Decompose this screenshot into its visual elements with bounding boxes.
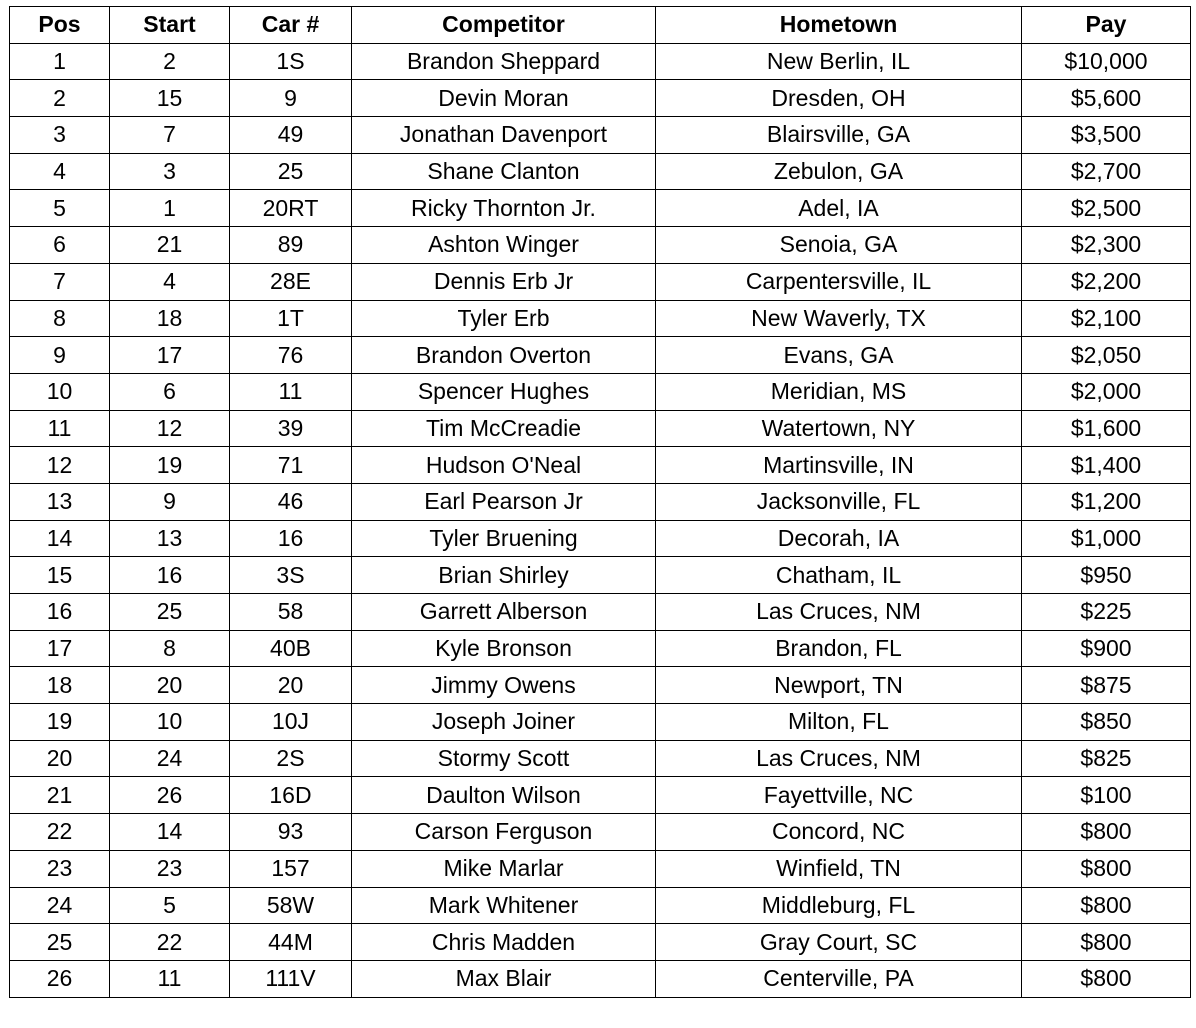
pay-cell: $2,300 [1022, 227, 1191, 264]
hometown-cell: Jacksonville, FL [656, 483, 1022, 520]
competitor-cell: Jonathan Davenport [352, 117, 656, 154]
car-number-cell: 89 [230, 227, 352, 264]
start-cell: 18 [110, 300, 230, 337]
table-body [10, 43, 1191, 997]
table-row [10, 153, 1191, 190]
car-number-cell: 58W [230, 887, 352, 924]
table-row [10, 850, 1191, 887]
column-header-car-number: Car # [230, 7, 352, 44]
hometown-cell: Chatham, IL [656, 557, 1022, 594]
car-number-cell: 44M [230, 924, 352, 961]
competitor-cell: Brandon Sheppard [352, 43, 656, 80]
pos-cell: 3 [10, 117, 110, 154]
pos-cell: 16 [10, 594, 110, 631]
car-number-cell: 1T [230, 300, 352, 337]
pay-cell: $900 [1022, 630, 1191, 667]
start-cell: 6 [110, 373, 230, 410]
car-number-cell: 28E [230, 263, 352, 300]
competitor-cell: Carson Ferguson [352, 814, 656, 851]
start-cell: 17 [110, 337, 230, 374]
competitor-cell: Daulton Wilson [352, 777, 656, 814]
start-cell: 26 [110, 777, 230, 814]
pos-cell: 4 [10, 153, 110, 190]
hometown-cell: Gray Court, SC [656, 924, 1022, 961]
table-row [10, 594, 1191, 631]
car-number-cell: 3S [230, 557, 352, 594]
competitor-cell: Ashton Winger [352, 227, 656, 264]
pay-cell: $1,600 [1022, 410, 1191, 447]
hometown-cell: Zebulon, GA [656, 153, 1022, 190]
start-cell: 4 [110, 263, 230, 300]
column-header-competitor: Competitor [352, 7, 656, 44]
pos-cell: 19 [10, 704, 110, 741]
start-cell: 16 [110, 557, 230, 594]
pay-cell: $3,500 [1022, 117, 1191, 154]
competitor-cell: Brian Shirley [352, 557, 656, 594]
start-cell: 12 [110, 410, 230, 447]
competitor-cell: Max Blair [352, 960, 656, 997]
pay-cell: $825 [1022, 740, 1191, 777]
competitor-cell: Tyler Erb [352, 300, 656, 337]
hometown-cell: Winfield, TN [656, 850, 1022, 887]
table-row [10, 630, 1191, 667]
competitor-cell: Kyle Bronson [352, 630, 656, 667]
hometown-cell: Martinsville, IN [656, 447, 1022, 484]
table-row [10, 740, 1191, 777]
pos-cell: 14 [10, 520, 110, 557]
hometown-cell: Dresden, OH [656, 80, 1022, 117]
competitor-cell: Joseph Joiner [352, 704, 656, 741]
hometown-cell: Adel, IA [656, 190, 1022, 227]
pos-cell: 1 [10, 43, 110, 80]
table-row [10, 777, 1191, 814]
car-number-cell: 93 [230, 814, 352, 851]
pay-cell: $2,700 [1022, 153, 1191, 190]
start-cell: 9 [110, 483, 230, 520]
competitor-cell: Garrett Alberson [352, 594, 656, 631]
table-row [10, 337, 1191, 374]
table-row [10, 373, 1191, 410]
table-row [10, 190, 1191, 227]
table-row [10, 300, 1191, 337]
table-row [10, 557, 1191, 594]
pay-cell: $2,500 [1022, 190, 1191, 227]
hometown-cell: Middleburg, FL [656, 887, 1022, 924]
hometown-cell: Las Cruces, NM [656, 594, 1022, 631]
pos-cell: 2 [10, 80, 110, 117]
hometown-cell: Concord, NC [656, 814, 1022, 851]
car-number-cell: 1S [230, 43, 352, 80]
hometown-cell: Las Cruces, NM [656, 740, 1022, 777]
table-row [10, 80, 1191, 117]
pos-cell: 13 [10, 483, 110, 520]
competitor-cell: Shane Clanton [352, 153, 656, 190]
pos-cell: 24 [10, 887, 110, 924]
pay-cell: $800 [1022, 924, 1191, 961]
pos-cell: 23 [10, 850, 110, 887]
header-row [10, 7, 1191, 44]
start-cell: 3 [110, 153, 230, 190]
pay-cell: $225 [1022, 594, 1191, 631]
competitor-cell: Hudson O'Neal [352, 447, 656, 484]
car-number-cell: 40B [230, 630, 352, 667]
pos-cell: 12 [10, 447, 110, 484]
start-cell: 13 [110, 520, 230, 557]
table-header [10, 7, 1191, 44]
pay-cell: $10,000 [1022, 43, 1191, 80]
start-cell: 19 [110, 447, 230, 484]
pos-cell: 22 [10, 814, 110, 851]
hometown-cell: Centerville, PA [656, 960, 1022, 997]
hometown-cell: Meridian, MS [656, 373, 1022, 410]
hometown-cell: New Waverly, TX [656, 300, 1022, 337]
pos-cell: 17 [10, 630, 110, 667]
competitor-cell: Dennis Erb Jr [352, 263, 656, 300]
start-cell: 14 [110, 814, 230, 851]
start-cell: 11 [110, 960, 230, 997]
table-row [10, 814, 1191, 851]
start-cell: 25 [110, 594, 230, 631]
pay-cell: $2,050 [1022, 337, 1191, 374]
column-header-hometown: Hometown [656, 7, 1022, 44]
hometown-cell: Evans, GA [656, 337, 1022, 374]
results-table [9, 6, 1191, 998]
column-header-start: Start [110, 7, 230, 44]
competitor-cell: Ricky Thornton Jr. [352, 190, 656, 227]
car-number-cell: 20RT [230, 190, 352, 227]
column-header-pos: Pos [10, 7, 110, 44]
pay-cell: $800 [1022, 887, 1191, 924]
start-cell: 10 [110, 704, 230, 741]
start-cell: 8 [110, 630, 230, 667]
car-number-cell: 11 [230, 373, 352, 410]
competitor-cell: Mike Marlar [352, 850, 656, 887]
car-number-cell: 76 [230, 337, 352, 374]
car-number-cell: 9 [230, 80, 352, 117]
car-number-cell: 20 [230, 667, 352, 704]
start-cell: 23 [110, 850, 230, 887]
car-number-cell: 58 [230, 594, 352, 631]
pos-cell: 5 [10, 190, 110, 227]
pay-cell: $1,200 [1022, 483, 1191, 520]
pos-cell: 7 [10, 263, 110, 300]
pos-cell: 18 [10, 667, 110, 704]
hometown-cell: Carpentersville, IL [656, 263, 1022, 300]
table-row [10, 43, 1191, 80]
pos-cell: 26 [10, 960, 110, 997]
start-cell: 22 [110, 924, 230, 961]
table-row [10, 263, 1191, 300]
start-cell: 7 [110, 117, 230, 154]
competitor-cell: Jimmy Owens [352, 667, 656, 704]
table-row [10, 704, 1191, 741]
car-number-cell: 16 [230, 520, 352, 557]
pay-cell: $875 [1022, 667, 1191, 704]
pos-cell: 20 [10, 740, 110, 777]
competitor-cell: Chris Madden [352, 924, 656, 961]
table-row [10, 960, 1191, 997]
pay-cell: $800 [1022, 960, 1191, 997]
pos-cell: 25 [10, 924, 110, 961]
car-number-cell: 25 [230, 153, 352, 190]
car-number-cell: 16D [230, 777, 352, 814]
competitor-cell: Devin Moran [352, 80, 656, 117]
competitor-cell: Earl Pearson Jr [352, 483, 656, 520]
car-number-cell: 2S [230, 740, 352, 777]
pay-cell: $1,400 [1022, 447, 1191, 484]
table-row [10, 520, 1191, 557]
table-row [10, 924, 1191, 961]
car-number-cell: 71 [230, 447, 352, 484]
hometown-cell: New Berlin, IL [656, 43, 1022, 80]
hometown-cell: Milton, FL [656, 704, 1022, 741]
start-cell: 24 [110, 740, 230, 777]
table-row [10, 410, 1191, 447]
start-cell: 5 [110, 887, 230, 924]
hometown-cell: Newport, TN [656, 667, 1022, 704]
pay-cell: $800 [1022, 814, 1191, 851]
hometown-cell: Brandon, FL [656, 630, 1022, 667]
competitor-cell: Spencer Hughes [352, 373, 656, 410]
pos-cell: 10 [10, 373, 110, 410]
start-cell: 15 [110, 80, 230, 117]
start-cell: 1 [110, 190, 230, 227]
car-number-cell: 111V [230, 960, 352, 997]
competitor-cell: Stormy Scott [352, 740, 656, 777]
competitor-cell: Brandon Overton [352, 337, 656, 374]
pay-cell: $800 [1022, 850, 1191, 887]
competitor-cell: Tim McCreadie [352, 410, 656, 447]
pos-cell: 8 [10, 300, 110, 337]
pay-cell: $100 [1022, 777, 1191, 814]
car-number-cell: 49 [230, 117, 352, 154]
car-number-cell: 46 [230, 483, 352, 520]
table-row [10, 447, 1191, 484]
table-row [10, 227, 1191, 264]
hometown-cell: Decorah, IA [656, 520, 1022, 557]
hometown-cell: Senoia, GA [656, 227, 1022, 264]
competitor-cell: Mark Whitener [352, 887, 656, 924]
start-cell: 20 [110, 667, 230, 704]
pay-cell: $2,100 [1022, 300, 1191, 337]
table-row [10, 887, 1191, 924]
car-number-cell: 157 [230, 850, 352, 887]
pos-cell: 15 [10, 557, 110, 594]
pos-cell: 9 [10, 337, 110, 374]
pay-cell: $2,000 [1022, 373, 1191, 410]
table-row [10, 667, 1191, 704]
start-cell: 21 [110, 227, 230, 264]
column-header-pay: Pay [1022, 7, 1191, 44]
car-number-cell: 10J [230, 704, 352, 741]
pay-cell: $2,200 [1022, 263, 1191, 300]
table-row [10, 117, 1191, 154]
pay-cell: $1,000 [1022, 520, 1191, 557]
pos-cell: 11 [10, 410, 110, 447]
hometown-cell: Watertown, NY [656, 410, 1022, 447]
hometown-cell: Blairsville, GA [656, 117, 1022, 154]
competitor-cell: Tyler Bruening [352, 520, 656, 557]
pay-cell: $950 [1022, 557, 1191, 594]
start-cell: 2 [110, 43, 230, 80]
hometown-cell: Fayettville, NC [656, 777, 1022, 814]
table-row [10, 483, 1191, 520]
pos-cell: 6 [10, 227, 110, 264]
car-number-cell: 39 [230, 410, 352, 447]
pay-cell: $5,600 [1022, 80, 1191, 117]
pay-cell: $850 [1022, 704, 1191, 741]
pos-cell: 21 [10, 777, 110, 814]
